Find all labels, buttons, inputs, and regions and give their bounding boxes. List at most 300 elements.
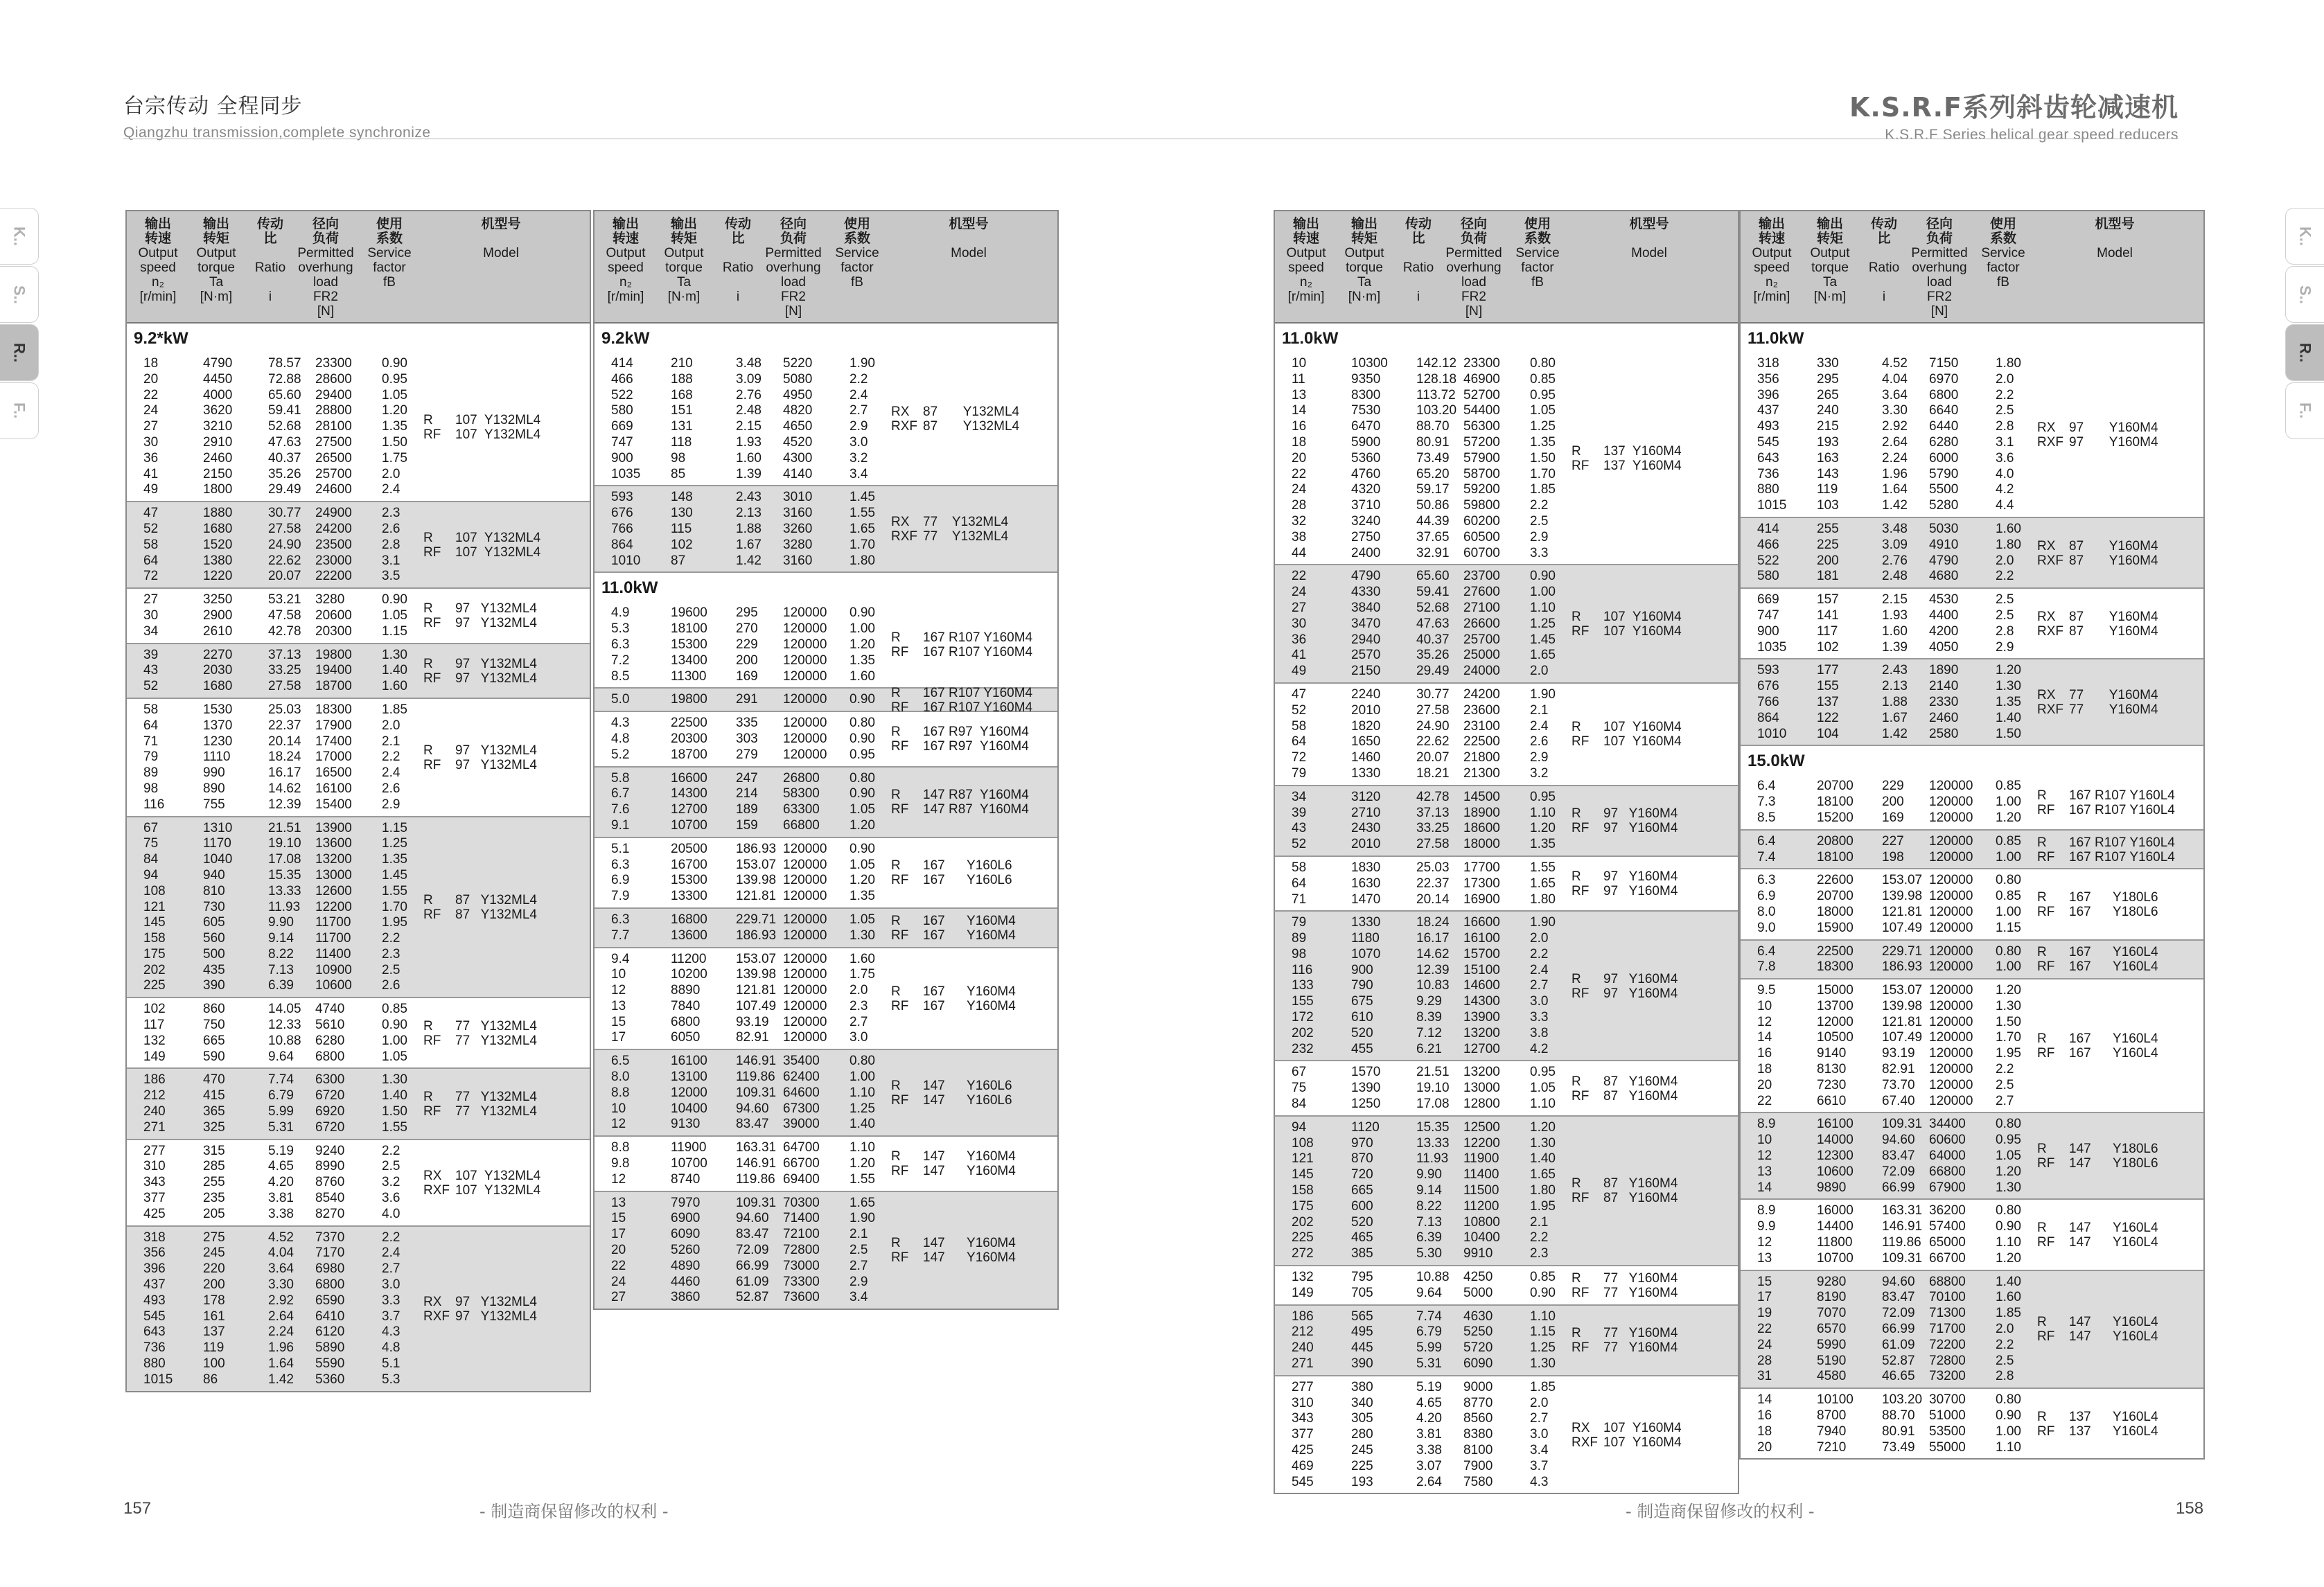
model-type: R [891, 984, 901, 999]
model-type: R [2037, 1142, 2047, 1157]
ratio-cell: 3.38 [268, 1206, 294, 1221]
ratio-cell: 303 [736, 731, 758, 746]
overhung-load-cell: 4790 [1929, 553, 1959, 568]
table-row [1741, 999, 2037, 1015]
data-rows [1275, 860, 1572, 907]
overhung-load-cell: 13000 [315, 867, 352, 883]
overhung-load-cell: 120000 [783, 951, 827, 966]
overhung-load-cell: 60500 [1463, 529, 1500, 544]
speed-cell: 75 [143, 836, 159, 851]
table-row [1741, 1117, 2037, 1133]
service-factor-cell: 1.30 [850, 928, 875, 943]
table-row [127, 718, 423, 734]
table-row [1275, 1356, 1572, 1372]
speed-cell: 880 [1757, 482, 1779, 497]
section-tab-label: K.. [2296, 226, 2314, 247]
overhung-load-cell: 8760 [315, 1175, 345, 1190]
torque-cell: 470 [203, 1072, 225, 1088]
torque-cell: 22500 [671, 716, 707, 731]
speed-cell: 13 [1292, 387, 1307, 402]
speed-cell: 41 [143, 466, 159, 481]
ratio-cell: 21.51 [1416, 1065, 1450, 1080]
speed-cell: 49 [1292, 664, 1307, 679]
service-factor-cell: 1.10 [1530, 1309, 1556, 1324]
ratio-cell: 119.86 [1882, 1235, 1921, 1250]
ratio-cell: 291 [736, 692, 758, 707]
table-row [127, 1293, 423, 1309]
header-cell-c4 [1436, 217, 1512, 319]
overhung-load-cell: 5000 [1463, 1285, 1493, 1300]
section-tab-s[interactable] [0, 266, 39, 323]
header-line: Permitted [765, 246, 822, 260]
ratio-cell: 18.24 [1416, 915, 1450, 930]
table-row [1275, 1136, 1572, 1152]
table-row [1741, 834, 2037, 850]
model-number: 147 Y160M4 [923, 1164, 1016, 1179]
service-factor-cell: 2.0 [850, 983, 868, 998]
overhung-load-cell: 24200 [1463, 686, 1500, 702]
ratio-cell: 9.90 [268, 915, 294, 930]
overhung-load-cell: 8380 [1463, 1427, 1493, 1442]
model-number: 107 Y132ML4 [455, 545, 541, 560]
speed-cell: 22 [1292, 569, 1307, 584]
header-line: 机型号 [1629, 216, 1669, 231]
ratio-cell: 66.99 [1882, 1322, 1915, 1337]
data-rows [1741, 983, 2037, 1109]
ratio-cell: 139.98 [1882, 998, 1923, 1013]
speed-cell: 116 [143, 797, 165, 812]
table-row [1275, 821, 1572, 837]
overhung-load-cell: 120000 [783, 841, 827, 856]
torque-cell: 810 [203, 883, 225, 898]
overhung-load-cell: 64700 [783, 1140, 820, 1155]
overhung-load-cell: 22500 [1463, 734, 1500, 750]
speed-cell: 676 [1757, 679, 1779, 694]
overhung-load-cell: 16600 [1463, 915, 1500, 930]
speed-cell: 24 [611, 1274, 626, 1289]
section-tab-s[interactable] [2285, 266, 2324, 323]
data-rows [595, 605, 891, 684]
model-number: 147 Y160M4 [923, 1236, 1016, 1251]
ratio-cell: 18.21 [1416, 765, 1450, 781]
speed-cell: 102 [143, 1002, 166, 1017]
header-cell-c4 [755, 217, 831, 319]
page-header-left [123, 89, 431, 141]
header-line: [r/min] [139, 290, 177, 304]
overhung-load-cell: 57900 [1463, 450, 1500, 466]
overhung-load-cell: 5280 [1929, 498, 1959, 513]
ratio-cell: 2.92 [268, 1293, 294, 1308]
table-row [595, 621, 891, 637]
power-group-title: 11.0kW [595, 571, 1057, 602]
header-line [1573, 231, 1725, 246]
overhung-load-cell: 63300 [783, 802, 820, 817]
data-rows [1275, 569, 1572, 680]
section-tab-f[interactable] [2285, 382, 2324, 439]
speed-cell: 17 [611, 1227, 626, 1242]
ratio-cell: 214 [736, 786, 758, 801]
overhung-load-cell: 26800 [783, 770, 820, 786]
model-group [127, 1067, 590, 1138]
model-designation [2037, 1392, 2158, 1455]
table-row [595, 786, 891, 802]
ratio-cell: 2.43 [736, 490, 762, 505]
speed-cell: 24 [143, 403, 159, 418]
model-group [1275, 1265, 1738, 1304]
overhung-load-cell: 66700 [783, 1156, 820, 1171]
model-number: 107 Y160M4 [1603, 720, 1682, 735]
ratio-cell: 2.92 [1882, 419, 1908, 434]
speed-cell: 175 [143, 946, 166, 961]
model-group [1275, 1115, 1738, 1265]
header-line: Model [1631, 246, 1667, 260]
service-factor-cell: 1.95 [382, 915, 407, 930]
speed-cell: 272 [1292, 1246, 1314, 1261]
speed-cell: 6.9 [1757, 889, 1776, 904]
header-line: 比 [1411, 231, 1425, 246]
model-group [1275, 353, 1738, 564]
section-tab-r[interactable] [2285, 324, 2324, 381]
speed-cell: 8.0 [1757, 904, 1776, 919]
section-tab-k[interactable] [2285, 208, 2324, 265]
header-cell-c4 [1901, 217, 1978, 319]
torque-cell: 2940 [1351, 632, 1381, 647]
torque-cell: 2910 [203, 434, 233, 450]
speed-cell: 89 [143, 765, 159, 781]
table-row [1275, 790, 1572, 806]
service-factor-cell: 3.7 [1530, 1458, 1549, 1473]
speed-cell: 6.3 [611, 857, 630, 872]
ratio-cell: 1.88 [1882, 694, 1908, 709]
service-factor-cell: 2.2 [1996, 1062, 2014, 1077]
overhung-load-cell: 26500 [315, 450, 352, 466]
table-row [1275, 1230, 1572, 1246]
torque-cell: 12000 [1817, 1014, 1854, 1029]
model-group [1741, 658, 2203, 745]
torque-cell: 4330 [1351, 585, 1381, 600]
service-factor-cell: 0.95 [1996, 1133, 2021, 1148]
torque-cell: 380 [1351, 1379, 1373, 1394]
rights-notice-right: - 制造商保留修改的权利 - [1626, 1502, 1815, 1521]
torque-cell: 18300 [1817, 959, 1854, 975]
ratio-cell: 47.63 [268, 434, 301, 450]
header-line: [N·m] [200, 290, 233, 304]
model-group [127, 1225, 590, 1391]
table-row [1741, 1322, 2037, 1338]
torque-cell: 1330 [1351, 765, 1381, 781]
header-line: 输出 [1816, 216, 1843, 231]
table-row [127, 372, 423, 388]
data-rows [595, 912, 891, 944]
overhung-load-cell: 5790 [1929, 466, 1959, 481]
ratio-cell: 4.04 [268, 1245, 294, 1261]
overhung-load-cell: 29400 [315, 387, 352, 402]
header-line: load [1461, 275, 1486, 290]
table-row [1275, 1081, 1572, 1097]
service-factor-cell: 2.2 [1996, 569, 2014, 584]
table-row [1741, 522, 2037, 538]
speed-cell: 17 [611, 1030, 626, 1045]
torque-cell: 7840 [671, 998, 701, 1013]
torque-cell: 2400 [1351, 545, 1381, 560]
table-row [127, 1159, 423, 1175]
ratio-cell: 27.58 [268, 521, 301, 536]
header-line: Permitted [1445, 246, 1502, 260]
torque-cell: 455 [1351, 1041, 1373, 1056]
ratio-cell: 72.09 [1882, 1306, 1915, 1321]
table-row [1741, 1094, 2037, 1110]
model-number: 167 Y160M4 [923, 998, 1016, 1013]
service-factor-cell: 1.65 [1530, 876, 1556, 891]
service-factor-cell: 1.55 [382, 1119, 407, 1135]
table-row [1741, 403, 2037, 419]
speed-cell: 202 [143, 962, 166, 977]
ratio-cell: 52.87 [1882, 1353, 1915, 1368]
speed-cell: 121 [143, 899, 166, 914]
header-cell-c5 [1506, 217, 1569, 290]
table-row [127, 978, 423, 994]
overhung-load-cell: 3160 [783, 506, 813, 521]
speed-cell: 84 [1292, 1097, 1307, 1112]
speed-cell: 396 [143, 1261, 166, 1277]
speed-cell: 18 [1757, 1424, 1772, 1439]
table-row [127, 608, 423, 624]
header-line: Ratio [722, 260, 754, 275]
service-factor-cell: 1.50 [382, 1104, 407, 1119]
overhung-load-cell: 14500 [1463, 789, 1500, 804]
model-number: 147 Y160M4 [923, 1149, 1016, 1164]
service-factor-cell: 1.05 [382, 1049, 407, 1064]
speed-cell: 8.5 [611, 668, 630, 684]
header-line: [N·m] [1348, 290, 1381, 304]
section-tab-f[interactable] [0, 382, 39, 439]
torque-cell: 10400 [671, 1101, 707, 1116]
service-factor-cell: 1.40 [1996, 1274, 2021, 1289]
torque-cell: 181 [1817, 569, 1839, 584]
torque-cell: 2010 [1351, 837, 1381, 852]
service-factor-cell: 2.9 [1530, 529, 1549, 544]
power-group-title: 9.2*kW [127, 323, 590, 353]
torque-cell: 4760 [1351, 466, 1381, 481]
torque-cell: 119 [1817, 482, 1838, 497]
service-factor-cell: 3.7 [382, 1309, 400, 1324]
torque-cell: 3120 [1351, 789, 1381, 804]
speed-cell: 116 [1292, 962, 1313, 977]
ratio-cell: 65.60 [1416, 569, 1450, 584]
overhung-load-cell: 17900 [315, 718, 352, 733]
speed-cell: 14 [1292, 403, 1307, 418]
overhung-load-cell: 120000 [1929, 904, 1973, 919]
overhung-load-cell: 20300 [315, 623, 352, 639]
ratio-cell: 1.39 [1882, 639, 1908, 655]
table-row [127, 1034, 423, 1049]
ratio-cell: 83.47 [1882, 1290, 1915, 1305]
data-rows [1275, 915, 1572, 1057]
table-row [1275, 1380, 1572, 1396]
table-row [127, 947, 423, 963]
table-row [595, 372, 891, 388]
torque-cell: 118 [671, 434, 692, 450]
service-factor-cell: 1.05 [850, 912, 875, 927]
header-line: factor [1521, 260, 1554, 275]
model-number: 167 Y160M4 [923, 913, 1016, 928]
speed-cell: 676 [611, 506, 633, 521]
ratio-cell: 9.14 [1416, 1183, 1442, 1198]
torque-cell: 390 [203, 978, 225, 993]
table-row [595, 1101, 891, 1117]
header-cell-c2 [185, 217, 247, 304]
data-rows [127, 1072, 423, 1135]
speed-cell: 108 [1292, 1135, 1314, 1151]
torque-cell: 9130 [671, 1117, 701, 1132]
table-row [127, 482, 423, 498]
table-row [1741, 569, 2037, 585]
speed-cell: 52 [143, 679, 159, 694]
speed-cell: 79 [143, 750, 159, 765]
header-line: [r/min] [607, 290, 644, 304]
section-tab-k[interactable] [0, 208, 39, 265]
torque-cell: 750 [203, 1018, 225, 1033]
table-row [1275, 585, 1572, 601]
torque-cell: 565 [1351, 1309, 1373, 1324]
speed-cell: 593 [1757, 663, 1779, 678]
overhung-load-cell: 52700 [1463, 387, 1500, 402]
speed-cell: 880 [143, 1356, 166, 1372]
speed-cell: 94 [143, 867, 159, 883]
torque-cell: 210 [671, 356, 693, 371]
service-factor-cell: 2.1 [850, 1227, 868, 1242]
torque-cell: 285 [203, 1159, 225, 1174]
torque-cell: 255 [1817, 521, 1839, 536]
service-factor-cell: 3.6 [382, 1191, 400, 1206]
data-rows [595, 1196, 891, 1306]
speed-cell: 580 [611, 403, 633, 418]
torque-cell: 275 [203, 1230, 225, 1245]
overhung-load-cell: 16100 [1463, 931, 1500, 946]
service-factor-cell: 2.2 [382, 1143, 400, 1158]
model-designation [1572, 687, 1682, 782]
service-factor-cell: 1.50 [382, 434, 407, 450]
service-factor-cell: 1.25 [382, 836, 407, 851]
model-group [1275, 564, 1738, 682]
service-factor-cell: 1.90 [850, 1211, 875, 1226]
ratio-cell: 1.67 [736, 537, 762, 552]
ratio-cell: 40.37 [268, 450, 301, 466]
speed-cell: 6.4 [1757, 833, 1776, 849]
table-row [595, 983, 891, 999]
model-number: 167 R97 Y160M4 [923, 725, 1029, 740]
torque-cell: 8190 [1817, 1290, 1847, 1305]
ratio-cell: 1.42 [1882, 498, 1908, 513]
model-group [1741, 1387, 2203, 1458]
section-tab-r[interactable] [0, 324, 39, 381]
data-rows [595, 842, 891, 905]
model-group [127, 353, 590, 501]
service-factor-cell: 2.6 [382, 781, 400, 796]
service-factor-cell: 3.0 [850, 1030, 868, 1045]
overhung-load-cell: 4140 [783, 466, 813, 481]
overhung-load-cell: 2580 [1929, 726, 1959, 741]
speed-cell: 108 [143, 883, 166, 898]
speed-cell: 545 [143, 1309, 166, 1324]
torque-cell: 8740 [671, 1171, 701, 1187]
table-row [1275, 632, 1572, 648]
ratio-cell: 65.20 [1416, 466, 1450, 481]
model-type: R [423, 743, 433, 758]
speed-cell: 310 [1292, 1395, 1314, 1410]
service-factor-cell: 0.95 [1530, 789, 1556, 804]
overhung-load-cell: 18300 [315, 702, 352, 717]
ratio-cell: 169 [736, 668, 758, 684]
model-designation [423, 1002, 537, 1065]
header-line: speed [140, 260, 176, 275]
service-factor-cell: 1.10 [850, 1085, 875, 1100]
speed-cell: 5.3 [611, 621, 630, 637]
table-row [595, 1290, 891, 1306]
model-group [1741, 353, 2203, 517]
speed-cell: 225 [1292, 1230, 1314, 1245]
speed-cell: 425 [143, 1206, 166, 1221]
section-tab-label: S.. [10, 285, 28, 304]
ratio-cell: 30.77 [268, 506, 301, 521]
data-rows [1741, 522, 2037, 585]
ratio-cell: 109.31 [1882, 1250, 1923, 1266]
model-group [595, 1191, 1057, 1309]
table-row [1275, 1120, 1572, 1136]
table-row [127, 1207, 423, 1223]
speed-cell: 38 [1292, 529, 1307, 544]
service-factor-cell: 2.9 [1996, 639, 2014, 655]
table-row [1275, 1475, 1572, 1491]
service-factor-cell: 1.35 [1530, 837, 1556, 852]
ratio-cell: 94.60 [1882, 1274, 1915, 1289]
overhung-load-cell: 11700 [315, 915, 351, 930]
model-type: R [423, 601, 433, 617]
model-group [595, 485, 1057, 571]
table-row [1275, 569, 1572, 585]
torque-cell: 1630 [1351, 876, 1381, 891]
spec-table-column-2 [593, 210, 1059, 1310]
speed-cell: 7.7 [611, 928, 630, 943]
header-line: overhung [298, 260, 353, 275]
overhung-load-cell: 6000 [1929, 450, 1959, 466]
table-row [595, 771, 891, 787]
torque-cell: 3620 [203, 403, 233, 418]
speed-cell: 30 [143, 434, 159, 450]
model-type: RF [423, 1033, 441, 1048]
table-row [1741, 640, 2037, 656]
service-factor-cell: 2.2 [382, 750, 400, 765]
service-factor-cell: 1.60 [1996, 521, 2021, 536]
ratio-cell: 59.41 [268, 403, 301, 418]
overhung-load-cell: 8560 [1463, 1411, 1493, 1426]
section-tab-label: R.. [10, 342, 28, 363]
model-number: 97 Y160M4 [1603, 869, 1678, 885]
service-factor-cell: 2.9 [850, 1274, 868, 1289]
table-row [1275, 1459, 1572, 1475]
speed-cell: 27 [143, 592, 159, 608]
service-factor-cell: 1.60 [850, 951, 875, 966]
service-factor-cell: 1.40 [1530, 1151, 1556, 1167]
ratio-cell: 73.49 [1882, 1439, 1915, 1455]
torque-cell: 325 [203, 1119, 225, 1135]
model-type: RX [1572, 1420, 1590, 1435]
table-row [1275, 1324, 1572, 1340]
model-number: 167 R97 Y160M4 [923, 739, 1029, 754]
ratio-cell: 8.39 [1416, 1010, 1442, 1025]
model-designation [891, 1140, 1016, 1187]
torque-cell: 940 [203, 867, 225, 883]
